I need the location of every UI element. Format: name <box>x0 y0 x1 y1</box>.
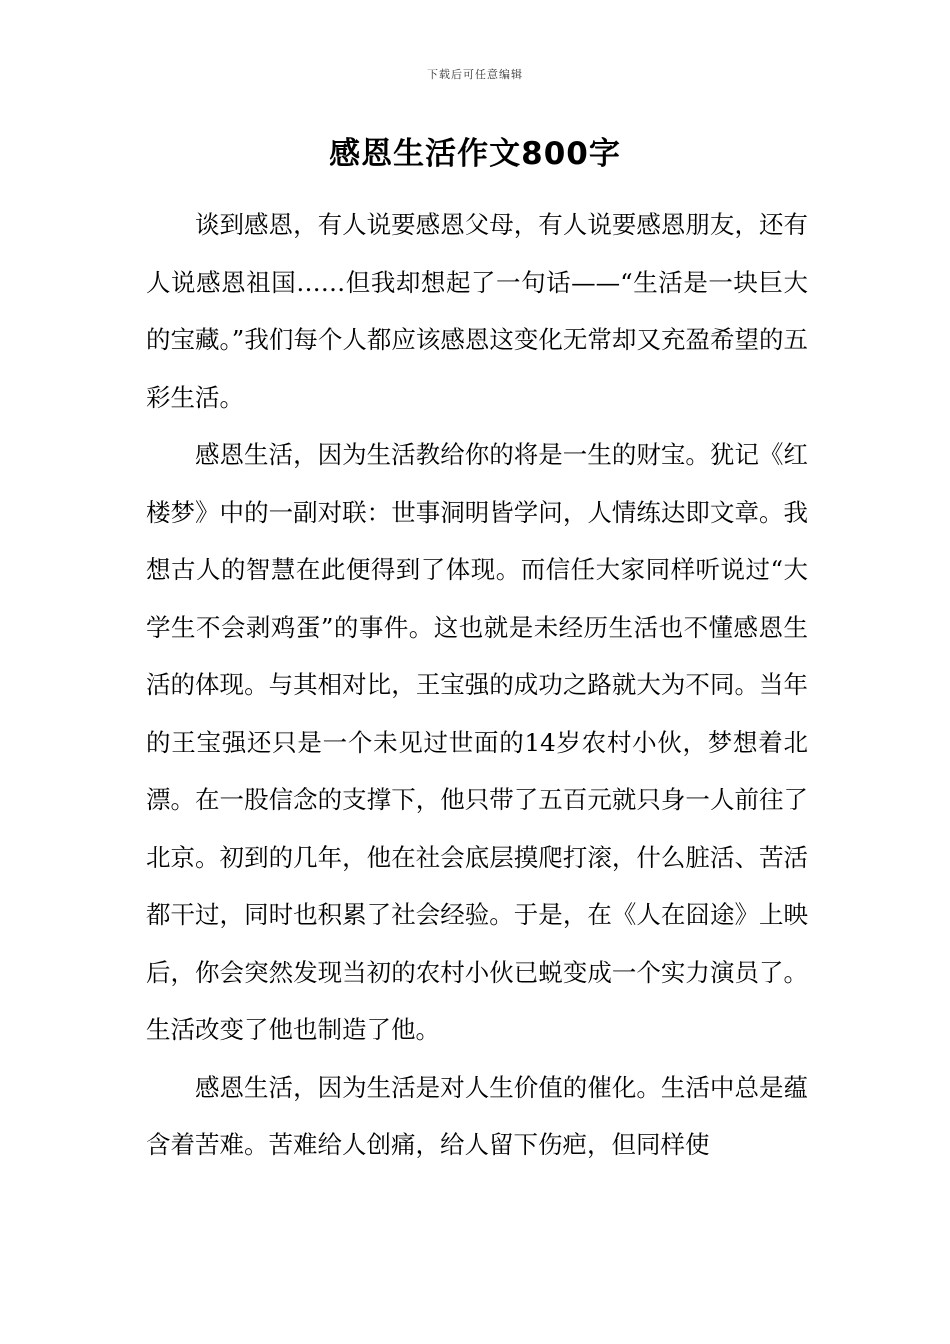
paragraph-2: 感恩生活，因为生活教给你的将是一生的财宝。犹记《红楼梦》中的一副对联：世事洞明皆学问，人情练达即文章。我想古人的智慧在此便得到了体现。而信任大家同样听说过“大学生不会剥鸡蛋”的事件。这也就是未经历生活也不懂感恩生活的体现。与其相对比，王宝强的成功之路就大为不同。当年的王宝强还只是一个未见过世面的14岁农村小伙，梦想着北漂。在一股信念的支撑下，他只带了五百元就只身一人前往了北京。初到的几年，他在社会底层摸爬打滚，什么脏活、苦活都干过，同时也积累了社会经验。于是，在《人在囧途》上映后，你会突然发现当初的农村小伙已蜕变成一个实力演员了。生活改变了他也制造了他。 <box>146 440 808 1044</box>
document-body <box>146 196 808 1174</box>
paragraph-1: 谈到感恩，有人说要感恩父母，有人说要感恩朋友，还有人说感恩祖国……但我却想起了一句话——“生活是一块巨大的宝藏。”我们每个人都应该感恩这变化无常却又充盈希望的五彩生活。 <box>146 210 808 412</box>
paragraph-3: 感恩生活，因为生活是对人生价值的催化。生活中总是蕴含着苦难。苦难给人创痛，给人留下伤疤，但同样使 <box>146 1072 808 1159</box>
header-note: 下载后可任意编辑 <box>427 68 523 81</box>
document-title: 感恩生活作文800字 <box>329 136 621 172</box>
